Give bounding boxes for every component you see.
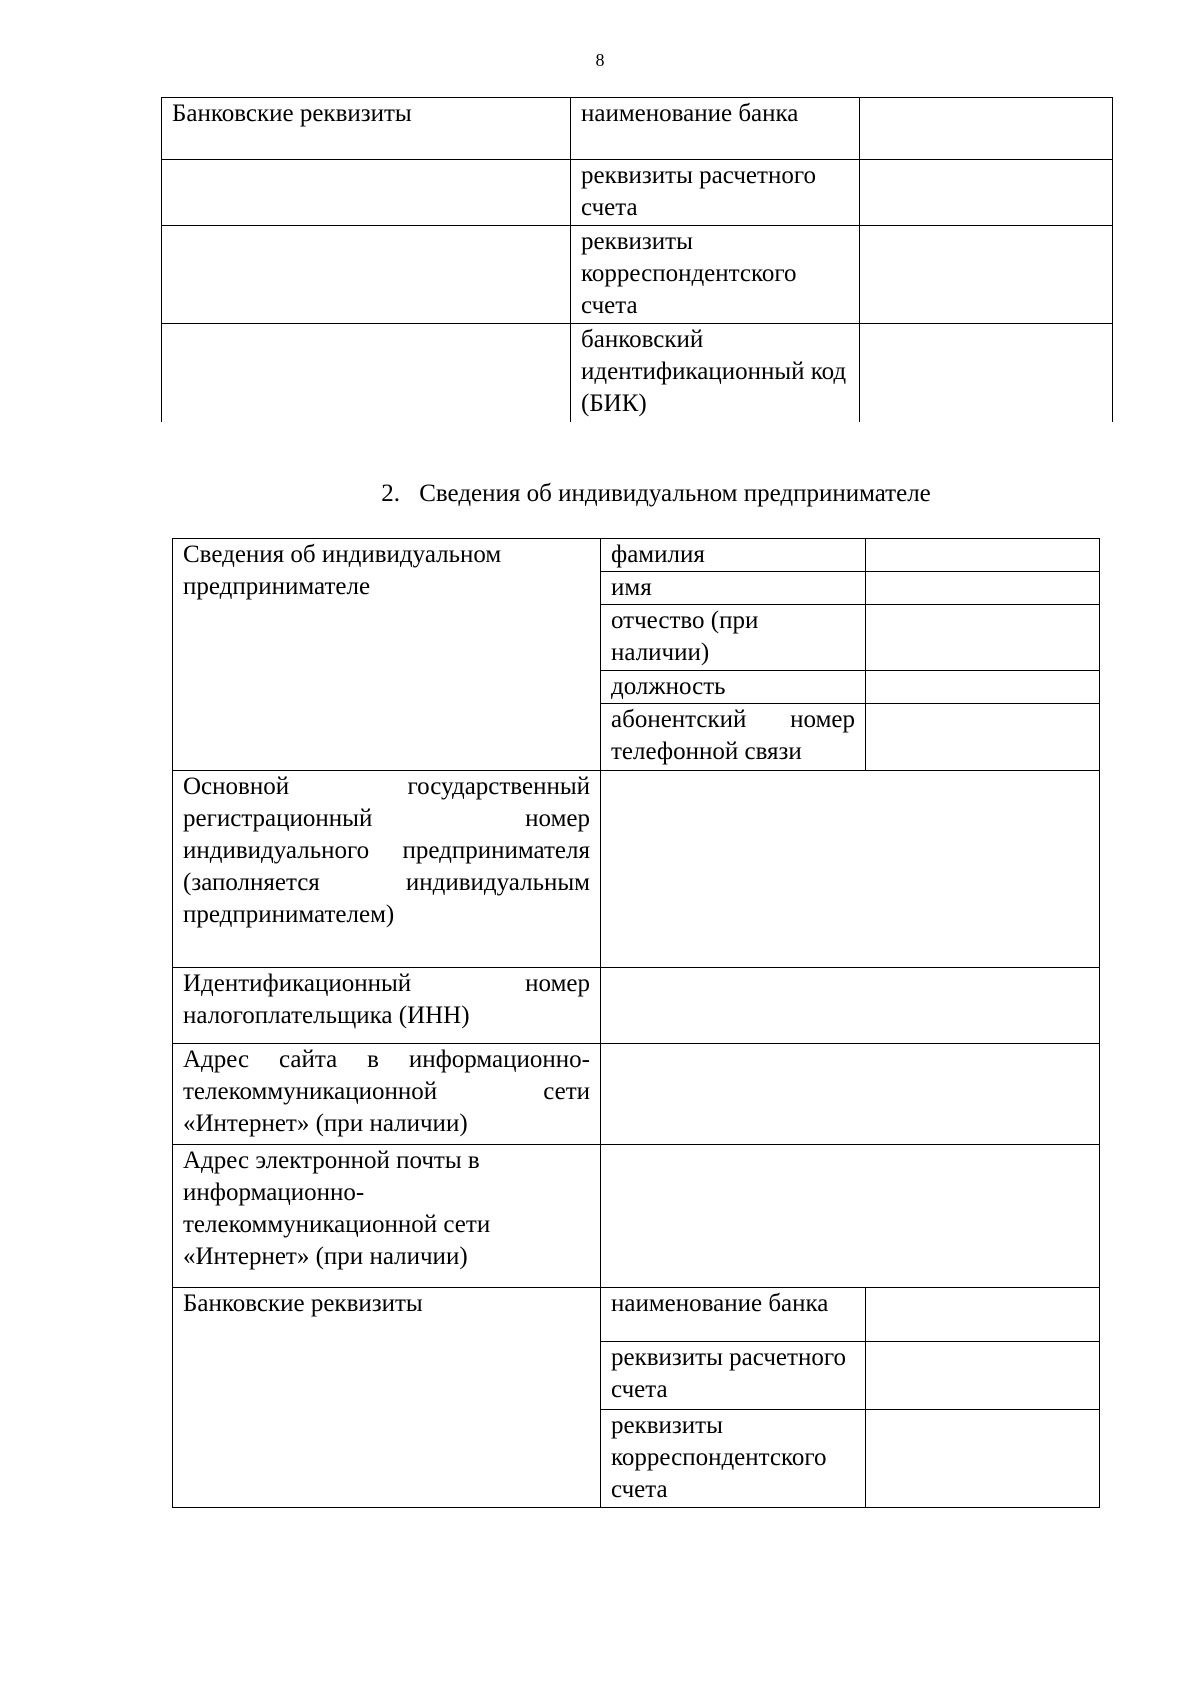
- bank-details-label: Банковские реквизиты: [162, 98, 571, 160]
- surname-value[interactable]: [866, 539, 1100, 572]
- bank-details-table-continued: [161, 97, 1113, 422]
- entrepreneur-info-label: Сведения об индивидуальном предпринимателе: [173, 539, 601, 771]
- first-name-label: имя: [601, 572, 866, 605]
- website-label: Адрес сайта в информационно-телекоммуникационной сети «Интернет» (при наличии): [173, 1044, 601, 1145]
- bank-name-label: наименование банка: [601, 1288, 866, 1342]
- section-title: Сведения об индивидуальном предпринимателе: [419, 480, 931, 507]
- bank-details-label: Банковские реквизиты: [173, 1288, 601, 1508]
- correspondent-account-value[interactable]: [860, 226, 1113, 324]
- website-value[interactable]: [601, 1044, 1100, 1145]
- correspondent-account-value[interactable]: [866, 1410, 1100, 1508]
- bik-value[interactable]: [860, 324, 1113, 422]
- section-heading: [0, 480, 1200, 508]
- settlement-account-value[interactable]: [860, 160, 1113, 226]
- ogrnip-label: Основной государственный регистрационный номер индивидуального предпринимателя (заполняется индивидуальным предпринимателем): [173, 771, 601, 968]
- inn-value[interactable]: [601, 968, 1100, 1044]
- entrepreneur-info-table: [172, 538, 1100, 1508]
- page-number: 8: [595, 50, 605, 70]
- bank-name-value[interactable]: [860, 98, 1113, 160]
- bank-name-label: наименование банка: [571, 98, 860, 160]
- phone-number-label: абонентский номер телефонной связи: [601, 704, 866, 771]
- surname-label: фамилия: [601, 539, 866, 572]
- email-value[interactable]: [601, 1145, 1100, 1288]
- patronymic-label: отчество (при наличии): [601, 605, 866, 671]
- bik-label: банковский идентификационный код (БИК): [571, 324, 860, 422]
- correspondent-account-label: реквизиты корреспондентского счета: [571, 226, 860, 324]
- phone-number-value[interactable]: [866, 704, 1100, 771]
- first-name-value[interactable]: [866, 572, 1100, 605]
- settlement-account-label: реквизиты расчетного счета: [601, 1342, 866, 1410]
- email-label: Адрес электронной почты в информационно-телекоммуникационной сети «Интернет» (при наличии): [173, 1145, 601, 1288]
- position-label: должность: [601, 671, 866, 704]
- empty-cell: [162, 226, 571, 324]
- section-number: 2.: [381, 480, 400, 507]
- empty-cell: [162, 324, 571, 422]
- inn-label: Идентификационный номер налогоплательщика (ИНН): [173, 968, 601, 1044]
- position-value[interactable]: [866, 671, 1100, 704]
- correspondent-account-label: реквизиты корреспондентского счета: [601, 1410, 866, 1508]
- patronymic-value[interactable]: [866, 605, 1100, 671]
- ogrnip-value[interactable]: [601, 771, 1100, 968]
- settlement-account-value[interactable]: [866, 1342, 1100, 1410]
- bank-name-value[interactable]: [866, 1288, 1100, 1342]
- settlement-account-label: реквизиты расчетного счета: [571, 160, 860, 226]
- empty-cell: [162, 160, 571, 226]
